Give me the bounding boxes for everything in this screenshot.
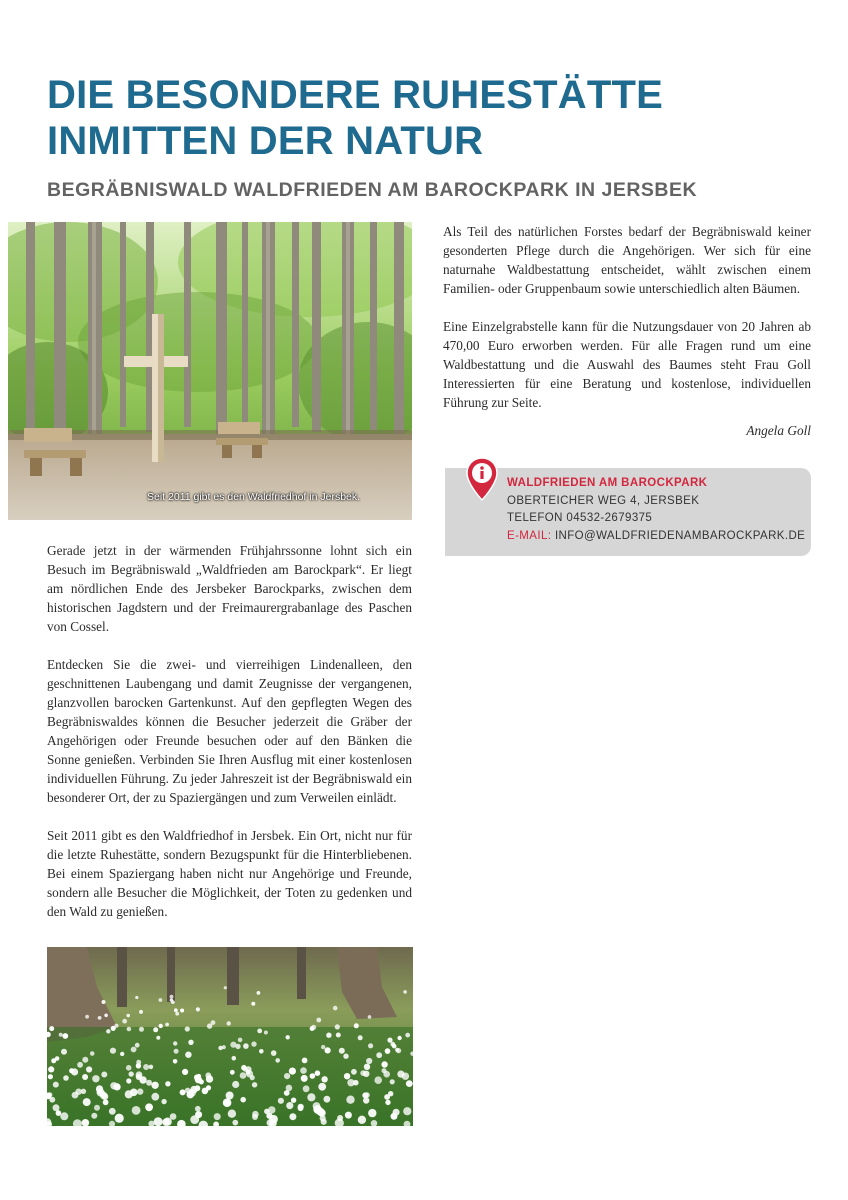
anemone-flower [240, 1072, 247, 1079]
anemone-flower [257, 991, 261, 995]
anemone-flower [252, 1082, 257, 1087]
anemone-flower [103, 1099, 109, 1105]
anemone-flower [127, 1027, 132, 1032]
anemone-flower [101, 1072, 107, 1078]
anemone-flower [286, 1102, 293, 1109]
anemone-flower [366, 1058, 372, 1064]
anemone-flower [173, 1059, 178, 1064]
anemone-flower [224, 986, 227, 989]
anemone-flower [163, 1118, 171, 1126]
anemone-flower [102, 1000, 106, 1004]
anemone-flower [156, 1036, 160, 1040]
anemone-flower [165, 1023, 169, 1027]
contact-name: WALDFRIEDEN AM BAROCKPARK [507, 477, 708, 489]
anemone-flower [86, 1066, 92, 1072]
anemone-flower [303, 1085, 310, 1092]
contact-box [445, 468, 811, 556]
anemone-flower [284, 1090, 290, 1096]
anemone-forest-photo [47, 947, 413, 1126]
anemone-flower [368, 1043, 373, 1048]
author-signature: Angela Goll [746, 423, 811, 438]
anemone-flower [195, 1106, 201, 1112]
anemone-flower [397, 1036, 401, 1040]
contact-phone: TELEFON 04532-2679375 [507, 512, 653, 524]
anemone-flower [153, 1027, 158, 1032]
anemone-flower [94, 1105, 100, 1111]
anemone-flower [139, 1076, 146, 1083]
anemone-flower [137, 1088, 143, 1094]
anemone-flower [324, 1096, 331, 1103]
anemone-flower [110, 1048, 116, 1054]
anemone-flower [109, 1108, 116, 1115]
anemone-flower [60, 1112, 68, 1120]
body-paragraph-3: Seit 2011 gibt es den Waldfriedhof in Jersbek. Ein Ort, nicht nur für die letzte Ruhestätte, sondern Bezugspunkt für die Hinterbliebenen. Bei einem Spaziergang haben nicht nur Angehörige und Freunde, sondern alle Besucher die Möglichkeit, der Toten zu gedenken und den Wald zu genießen. [47, 828, 412, 919]
anemone-flower [289, 1113, 296, 1120]
anemone-flower [194, 1074, 200, 1080]
anemone-flower [252, 1111, 259, 1118]
anemone-flower [241, 1065, 247, 1071]
anemone-flower [388, 1091, 393, 1096]
anemone-flower [170, 995, 174, 999]
anemone-flower [337, 1115, 343, 1121]
anemone-flower [59, 1033, 63, 1037]
anemone-flower [85, 1015, 89, 1019]
anemone-flower [180, 1089, 186, 1095]
anemone-flower [146, 1080, 152, 1086]
anemone-flower [188, 1089, 196, 1097]
anemone-flower [143, 1064, 149, 1070]
anemone-flower [111, 1026, 116, 1031]
anemone-flower [310, 1073, 316, 1079]
anemone-flower [135, 996, 138, 999]
anemone-flower [228, 1110, 236, 1118]
anemone-flower [232, 1120, 238, 1126]
anemone-flower [115, 1114, 124, 1123]
anemone-flower [264, 1031, 268, 1035]
anemone-flower [278, 1098, 284, 1104]
anemone-flower [403, 1107, 411, 1115]
anemone-flower [139, 1010, 143, 1014]
anemone-flower [286, 1035, 290, 1039]
anemone-flower [243, 1043, 249, 1049]
left-column [47, 541, 412, 940]
anemone-flower [145, 1103, 153, 1111]
anemone-flower [48, 1066, 54, 1072]
anemone-flower [154, 1117, 163, 1126]
anemone-flower [122, 1019, 127, 1024]
anemone-flower [364, 1092, 370, 1098]
anemone-flower [321, 1076, 327, 1082]
anemone-flower [343, 1054, 348, 1059]
body-paragraph-2: Entdecken Sie die zwei- und vierreihigen Lindenalleen, den geschnittenen Laubengang und damit Zeugnisse der vergangenen, glanzvollen barocken Gartenkunst. Auf den gepflegten Wegen des Begräbniswaldes können die Besucher jederzeit die Gräber der Angehörigen oder Freunde besuchen oder auf den Bänken die Sonne genießen. Verbinden Sie Ihren Ausflug mit einer kostenlosen individuellen Führung. Zu jeder Jahreszeit ist der Begräbniswald ein besonderer Ort, der zu Spaziergängen und zum Verweilen einlädt. [47, 657, 412, 805]
anemone-flower [266, 1113, 272, 1119]
anemone-flower [151, 1093, 159, 1101]
anemone-flower [174, 1049, 179, 1054]
anemone-flower [374, 1076, 382, 1084]
anemone-flower [125, 1090, 133, 1098]
anemone-flower [230, 1042, 236, 1048]
anemone-flower [403, 990, 407, 994]
anemone-flower [302, 1058, 308, 1064]
anemone-flower [402, 1073, 409, 1080]
anemone-flower [291, 1098, 296, 1103]
anemone-flower [316, 1018, 321, 1023]
anemone-flower [315, 1070, 321, 1076]
anemone-flower [381, 1061, 387, 1067]
anemone-flower [82, 1074, 88, 1080]
anemone-flower [346, 1096, 354, 1104]
anemone-flower [344, 1073, 350, 1079]
anemone-flower [300, 1067, 307, 1074]
anemone-flower [129, 1071, 134, 1076]
anemone-flower [135, 1043, 140, 1048]
anemone-flower [336, 1033, 341, 1038]
anemone-flower [289, 1068, 296, 1075]
anemone-flower [339, 1048, 345, 1054]
anemone-flower [298, 1105, 304, 1111]
anemone-flower [82, 1057, 88, 1063]
anemone-flower [173, 1041, 177, 1045]
info-pin-icon [465, 456, 499, 502]
anemone-flower [48, 1074, 53, 1079]
anemone-flower [126, 1078, 131, 1083]
anemone-flower [307, 1093, 315, 1101]
right-column [443, 222, 811, 440]
anemone-flower [120, 1052, 124, 1056]
anemone-flower [230, 1070, 235, 1075]
anemone-flower [405, 1033, 410, 1038]
anemone-flower [56, 1110, 62, 1116]
anemone-flower [240, 1097, 246, 1103]
anemone-flower [325, 1047, 331, 1053]
anemone-flower [106, 1029, 110, 1033]
anemone-flower [232, 1081, 239, 1088]
anemone-flower [364, 1064, 370, 1070]
anemone-flower [92, 1075, 99, 1082]
page-title [47, 72, 807, 164]
anemone-flower [358, 1035, 363, 1040]
anemone-flower [390, 1042, 395, 1047]
anemone-flower [159, 1024, 163, 1028]
forest-cross-photo [8, 222, 412, 520]
anemone-flower [132, 1106, 141, 1115]
anemone-flower [149, 1065, 154, 1070]
anemone-flower [211, 1020, 216, 1025]
anemone-flower [385, 1048, 391, 1054]
anemone-flower [257, 1029, 262, 1034]
anemone-flower [396, 1048, 401, 1053]
anemone-flower [383, 1071, 390, 1078]
anemone-flower [139, 1027, 144, 1032]
anemone-flower [393, 1109, 400, 1116]
anemone-flower [51, 1058, 56, 1063]
anemone-flower [161, 1099, 166, 1104]
anemone-flower [222, 1045, 226, 1049]
anemone-flower [104, 1014, 108, 1018]
anemone-flower [318, 1083, 326, 1091]
anemone-flower [406, 1080, 413, 1087]
anemone-flower [387, 1038, 392, 1043]
anemone-flower [259, 1049, 264, 1054]
anemone-flower [275, 1058, 280, 1063]
anemone-flower [320, 1115, 326, 1121]
anemone-flower [61, 1049, 67, 1055]
anemone-flower [53, 1082, 59, 1088]
anemone-flower [368, 1109, 376, 1117]
anemone-flower [196, 1007, 200, 1011]
anemone-flower [174, 1008, 178, 1012]
anemone-flower [202, 1088, 209, 1095]
anemone-flower [363, 1097, 369, 1103]
title-line-2: INMITTEN DER NATUR [47, 119, 484, 163]
anemone-flower [182, 1069, 188, 1075]
anemone-flower [81, 1089, 86, 1094]
anemone-flower [313, 1105, 322, 1114]
anemone-flower [114, 1083, 121, 1090]
anemone-flower [376, 1052, 382, 1058]
anemone-flower [223, 1098, 232, 1107]
anemone-flower [97, 1089, 102, 1094]
body-paragraph-5: Eine Einzelgrabstelle kann für die Nutzungsdauer von 20 Jahren ab 470,00 Euro erworben werden. Für alle Fragen rund um eine Waldbestattung und die Auswahl des Baumes steht Frau Goll Interessierten für eine Beratung und kostenlose, individuellen Führung zur Seite. [443, 319, 811, 410]
anemone-flower [232, 1056, 237, 1061]
anemone-flower [190, 1115, 199, 1124]
anemone-flower [185, 1052, 191, 1058]
contact-email-row [507, 528, 805, 546]
anemone-flower [175, 1012, 179, 1016]
anemone-flower [77, 1062, 83, 1068]
anemone-flower [136, 1060, 141, 1065]
anemone-flower [368, 1015, 372, 1019]
body-paragraph-4: Als Teil des natürlichen Forstes bedarf der Begräbniswald keiner gesonderten Pflege durch die Angehörigen. Wer sich für eine naturnahe Waldbestattung entscheidet, wählt zwischen einem Familien- oder Gruppenbaum sowie unterschiedlich alten Bäumen. [443, 224, 811, 296]
anemone-flower [98, 1016, 102, 1020]
anemone-flower [126, 1014, 130, 1018]
anemone-flower [69, 1068, 74, 1073]
anemone-flower [284, 1073, 290, 1079]
anemone-flower [227, 1021, 231, 1025]
anemone-flower [188, 1040, 193, 1045]
anemone-flower [62, 1033, 68, 1039]
anemone-flower [63, 1075, 69, 1081]
anemone-flower [159, 998, 163, 1002]
page-subtitle: BEGRÄBNISWALD WALDFRIEDEN AM BAROCKPARK IN JERSBEK [47, 179, 698, 201]
contact-address: OBERTEICHER WEG 4, JERSBEK [507, 494, 700, 507]
anemone-flower [170, 998, 173, 1001]
email-address[interactable]: INFO@WALDFRIEDENAMBAROCKPARK.DE [554, 529, 806, 542]
anemone-flower [358, 1116, 366, 1124]
anemone-flower [91, 1113, 97, 1119]
anemone-flower [310, 1026, 315, 1031]
anemone-flower [165, 1081, 170, 1086]
anemone-flower [90, 1051, 95, 1056]
anemone-flower [353, 1080, 359, 1086]
anemone-flower [185, 1026, 190, 1031]
anemone-flower [131, 1047, 137, 1053]
anemone-flower [321, 1045, 325, 1049]
anemone-flower [180, 1009, 184, 1013]
title-line-1: DIE BESONDERE RUHESTÄTTE [47, 73, 663, 117]
anemone-flower [351, 1069, 357, 1075]
anemone-flower [326, 1033, 331, 1038]
anemone-flower [360, 1070, 366, 1076]
email-label: E-MAIL: [507, 529, 552, 542]
anemone-flower [214, 1113, 221, 1120]
anemone-flower [385, 1100, 390, 1105]
anemone-flower [271, 1050, 277, 1056]
photo-caption: Seit 2011 gibt es den Waldfriedhof in Jersbek. [147, 491, 361, 503]
anemone-flower [333, 1006, 338, 1011]
anemone-flower [49, 1026, 54, 1031]
anemone-flower [251, 1041, 256, 1046]
anemone-flower [151, 1082, 158, 1089]
anemone-flower [226, 1092, 234, 1100]
anemone-flower [238, 1038, 243, 1043]
anemone-flower [345, 1112, 352, 1119]
anemone-flower [83, 1098, 91, 1106]
anemone-flower [53, 1104, 60, 1111]
body-paragraph-1: Gerade jetzt in der wärmenden Frühjahrssonne lohnt sich ein Besuch im Begräbniswald „Waldfrieden am Barockpark“. Er liegt am nördlichen Ende des Jersbeker Barockparks, zwischen dem historischen Jagdstern und der Freimaurergrabanlage des Paschen von Cossel. [47, 543, 412, 634]
anemone-flower [126, 1065, 132, 1071]
anemone-flower [335, 1024, 340, 1029]
anemone-flower [205, 1072, 211, 1078]
contact-details [507, 475, 805, 545]
anemone-flower [390, 1079, 395, 1084]
anemone-flower [354, 1023, 359, 1028]
anemone-flower [251, 1002, 255, 1006]
anemone-flower [170, 1113, 177, 1120]
anemone-flower [301, 1075, 308, 1082]
